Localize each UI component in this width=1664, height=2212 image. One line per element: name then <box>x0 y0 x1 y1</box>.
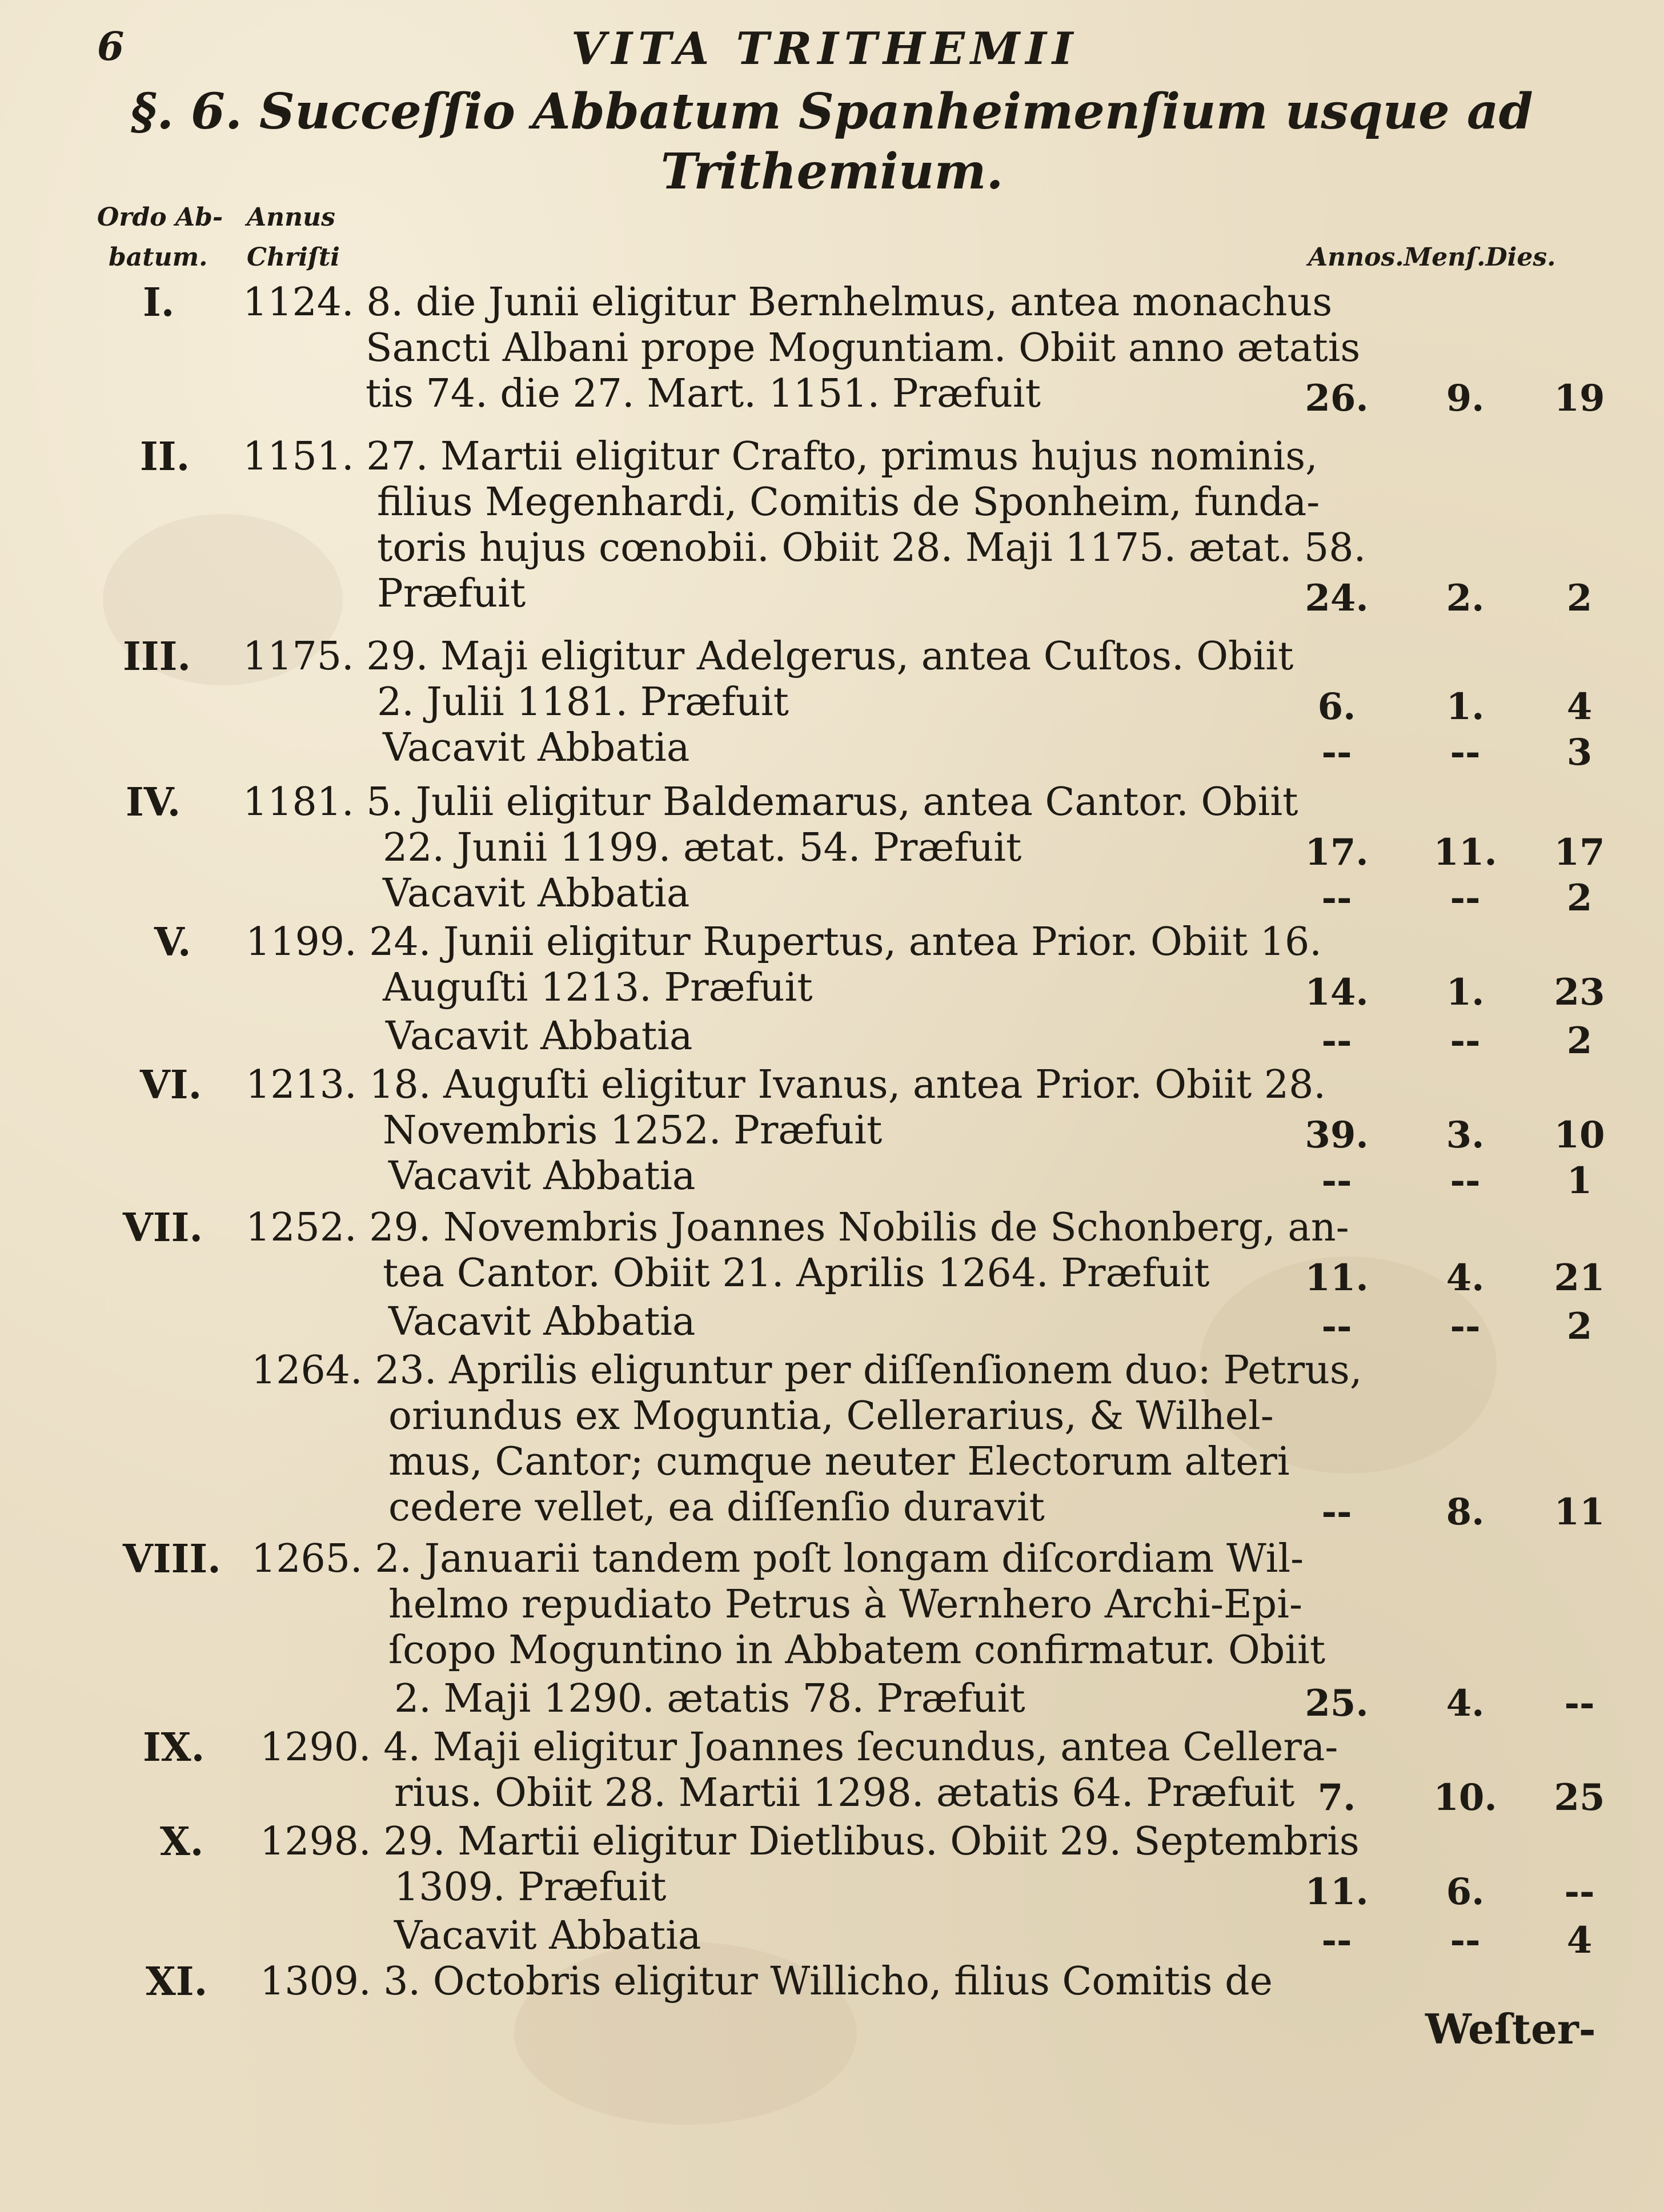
entry-text-line: Sancti Albani prope Moguntiam. Obiit anno ætatis <box>366 326 1361 371</box>
value-annos: 7. <box>1317 1776 1356 1819</box>
entry-text-line: 2. Julii 1181. Præfuit <box>377 680 789 725</box>
section-title-continued: Trithemium. <box>660 143 1004 200</box>
entry-text-line: tea Cantor. Obiit 21. Aprilis 1264. Præfuit <box>383 1251 1210 1296</box>
entry-text-line: Vacavit Abbatia <box>383 871 690 916</box>
value-annos: 24. <box>1305 577 1369 620</box>
entry-text-line: 1175. 29. Maji eligitur Adelgerus, antea Cuſtos. Obiit <box>243 634 1294 679</box>
value-menses: -- <box>1450 877 1481 920</box>
entry-number: X. <box>160 1819 204 1865</box>
entry-text-line: 1265. 2. Januarii tandem poſt longam diſcordiam Wil- <box>251 1536 1304 1581</box>
entry-text-line: 1290. 4. Maji eligitur Joannes ſecundus, antea Cellera- <box>260 1725 1338 1770</box>
entry-number: IV. <box>126 780 181 825</box>
entry-text-line: 1252. 29. Novembris Joannes Nobilis de Schonberg, an- <box>246 1205 1349 1250</box>
entry-text-line: 1151. 27. Martii eligitur Crafto, primus hujus nominis, <box>243 434 1318 479</box>
value-dies: 11 <box>1554 1491 1605 1533</box>
entry-text-line: 1199. 24. Junii eligitur Rupertus, antea Prior. Obiit 16. <box>246 920 1322 965</box>
value-dies: 2 <box>1566 1305 1593 1348</box>
entry-text-line: Vacavit Abbatia <box>386 1014 693 1059</box>
entry-text-line: 22. Junii 1199. ætat. 54. Præfuit <box>383 825 1022 870</box>
section-title: §. 6. Succeſſio Abbatum Spanheimenſium usque ad <box>131 83 1533 140</box>
value-annos: 14. <box>1305 971 1369 1014</box>
entry-text-line: 1309. 3. Octobris eligitur Willicho, filius Comitis de <box>260 1959 1273 2004</box>
entry-text-line: Vacavit Abbatia <box>388 1299 696 1344</box>
value-menses: 4. <box>1446 1256 1485 1299</box>
entry-text-line: 2. Maji 1290. ætatis 78. Præfuit <box>394 1676 1025 1721</box>
value-dies: 1 <box>1566 1159 1593 1202</box>
column-header-annus: Annus <box>247 203 335 232</box>
value-dies: 4 <box>1566 685 1593 728</box>
entry-text-line: toris hujus cœnobii. Obiit 28. Maji 1175. ætat. 58. <box>377 525 1366 571</box>
value-annos: 39. <box>1305 1114 1369 1157</box>
value-menses: -- <box>1450 1019 1481 1062</box>
column-header-ordo-continued: batum. <box>109 243 208 272</box>
value-annos: -- <box>1321 1919 1352 1962</box>
value-dies: 2 <box>1566 877 1593 920</box>
value-annos: 26. <box>1305 377 1369 420</box>
value-menses: -- <box>1450 1159 1481 1202</box>
value-annos: -- <box>1321 731 1352 774</box>
page-number: 6 <box>97 24 125 70</box>
value-annos: 17. <box>1305 831 1369 874</box>
entry-text-line: tis 74. die 27. Mart. 1151. Præfuit <box>366 371 1041 416</box>
value-annos: 11. <box>1305 1256 1369 1299</box>
entry-text-line: 1124. 8. die Junii eligitur Bernhelmus, antea monachus <box>243 280 1333 325</box>
entry-text-line: 1298. 29. Martii eligitur Dietlibus. Obiit 29. Septembris <box>260 1819 1360 1864</box>
value-dies: 17 <box>1554 831 1605 874</box>
entry-text-line: cedere vellet, ea diſſenſio duravit <box>388 1485 1045 1530</box>
entry-text-line: rius. Obiit 28. Martii 1298. ætatis 64. Præfuit <box>394 1771 1295 1816</box>
catchword: Weſter- <box>1425 2005 1596 2053</box>
value-menses: 4. <box>1446 1682 1485 1725</box>
value-menses: 6. <box>1446 1870 1485 1913</box>
entry-text-line: mus, Cantor; cumque neuter Electorum alteri <box>388 1439 1290 1484</box>
value-annos: -- <box>1321 1305 1352 1348</box>
value-menses: 9. <box>1446 377 1485 420</box>
entry-text-line: ſcopo Moguntino in Abbatem confirmatur. Obiit <box>388 1628 1326 1673</box>
entry-text-line: Auguſti 1213. Præfuit <box>383 965 813 1010</box>
value-menses: 8. <box>1446 1491 1485 1533</box>
value-menses: 3. <box>1446 1114 1485 1157</box>
value-dies: 25 <box>1554 1776 1605 1819</box>
column-header-annus-continued: Chriſti <box>247 243 340 272</box>
entry-text-line: Vacavit Abbatia <box>383 725 690 770</box>
value-dies: 2 <box>1566 577 1593 620</box>
value-dies: 3 <box>1566 731 1593 774</box>
entry-text-line: oriundus ex Moguntia, Cellerarius, & Wilhel- <box>388 1394 1274 1439</box>
value-dies: 21 <box>1554 1256 1605 1299</box>
entry-text-line: 1264. 23. Aprilis eliguntur per diſſenſionem duo: Petrus, <box>251 1348 1362 1393</box>
entry-text-line: helmo repudiato Petrus à Wernhero Archi-Epi- <box>388 1582 1302 1627</box>
value-dies: -- <box>1564 1682 1595 1725</box>
entry-number: I. <box>143 280 175 326</box>
value-dies: 2 <box>1566 1019 1593 1062</box>
value-annos: 6. <box>1317 685 1356 728</box>
value-annos: -- <box>1321 1019 1352 1062</box>
value-menses: 11. <box>1433 831 1497 874</box>
entry-number: XI. <box>146 1959 208 2005</box>
entry-number: IX. <box>143 1725 205 1771</box>
value-dies: -- <box>1564 1870 1595 1913</box>
entry-text-line: Novembris 1252. Præfuit <box>383 1108 883 1153</box>
running-title: VITA TRITHEMII <box>571 23 1079 75</box>
value-menses: 2. <box>1446 577 1485 620</box>
value-menses: 1. <box>1446 685 1485 728</box>
entry-number: VII. <box>123 1205 203 1251</box>
value-annos: 11. <box>1305 1870 1369 1913</box>
value-dies: 4 <box>1566 1919 1593 1962</box>
entry-number: II. <box>140 434 190 480</box>
value-annos: -- <box>1321 1159 1352 1202</box>
value-menses: 1. <box>1446 971 1485 1014</box>
value-menses: -- <box>1450 1919 1481 1962</box>
entry-number: VI. <box>140 1062 202 1108</box>
value-annos: 25. <box>1305 1682 1369 1725</box>
entry-text-line: 1181. 5. Julii eligitur Baldemarus, antea Cantor. Obiit <box>243 780 1298 825</box>
value-dies: 10 <box>1554 1114 1605 1157</box>
entry-text-line: Præfuit <box>377 571 526 616</box>
value-menses: -- <box>1450 731 1481 774</box>
value-dies: 19 <box>1554 377 1605 420</box>
value-menses: 10. <box>1433 1776 1497 1819</box>
entry-text-line: filius Megenhardi, Comitis de Sponheim, funda- <box>377 480 1320 525</box>
value-annos: -- <box>1321 877 1352 920</box>
entry-text-line: Vacavit Abbatia <box>388 1154 696 1199</box>
entry-number: III. <box>123 634 191 680</box>
entry-number: V. <box>154 920 191 965</box>
column-header-ordo: Ordo Ab- <box>97 203 223 232</box>
entry-number: VIII. <box>123 1536 221 1582</box>
entry-text-line: 1213. 18. Auguſti eligitur Ivanus, antea Prior. Obiit 28. <box>246 1062 1326 1107</box>
entry-text-line: 1309. Præfuit <box>394 1865 667 1910</box>
column-header-annos-mens-dies: Annos.Menſ.Dies. <box>1308 243 1556 272</box>
value-menses: -- <box>1450 1305 1481 1348</box>
value-dies: 23 <box>1554 971 1605 1014</box>
value-annos: -- <box>1321 1491 1352 1533</box>
entry-text-line: Vacavit Abbatia <box>394 1913 701 1958</box>
